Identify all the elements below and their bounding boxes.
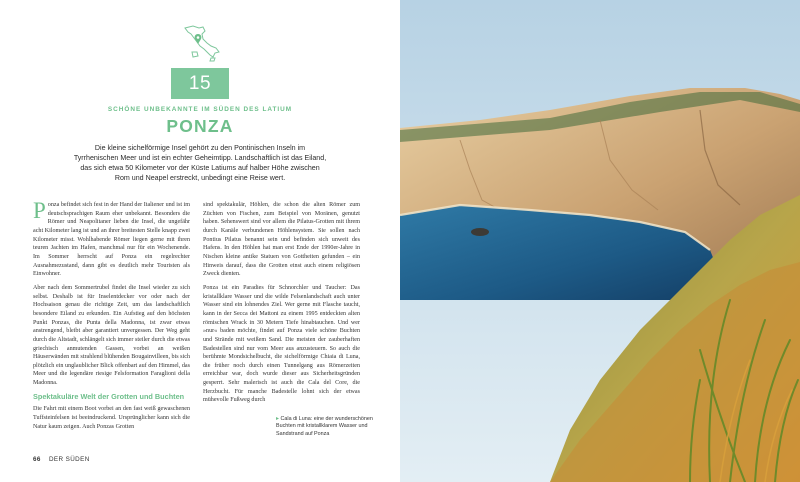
rock	[471, 228, 489, 236]
paragraph-text: onza befindet sich fest in der Hand der Italiener und ist im deutschsprachigen Raum eher unbekannt. Besonders die Römer und Neapolitaner lieben die Insel, die ungefähr acht Kilometer lang ist und an ihrer breitesten Stelle knapp zwei Kilometer misst. Wohlhabende Römer liegen gerne mit ihren teuren Jachten im Hafen, manchmal nur für ein Wochenende. Im Sommer herrscht auf Ponza ein regelrechter Ausnahmezustand, dann gibt es deutlich mehr Touristen als Einwohner.	[33, 202, 190, 278]
caption-text: Cala di Luna: eine der wunderschönen Buchten mit kristallklarem Wasser und Sandstrand auf Ponza	[276, 416, 373, 437]
paragraph: Ponza ist ein Paradies für Schnorchler und Taucher: Das kristallklare Wasser und die wilde Felsenlandschaft auch unter Wasser sind ein lohnendes Ziel. Wer gerne mit Flasche taucht, kann in der Secca dei Mattoni zu einem 1995 entdeckten alten römischen Wrack in 30 Metern Tiefe hinabtauchen. Und wer »nur« baden möchte, findet auf Ponza viele schöne Buchten und Strände mit weißem Sand. Die meisten der zauberhaften Badestellen sind nur vom Meer aus anzusteuern. So auch die berühmte Mondsichelbucht, die sichelförmige Chiaia di Luna, die früher noch durch einen Tunnelgang aus Römerzeiten erreichbar war, doch wurde dieser aus Sicherheitsgründen gesperrt. Sehr malerisch ist auch die Cala del Core, die Herzbucht. Für manche Badestelle lohnt sich der etwas mühevolle Fußweg durch	[203, 284, 360, 404]
page-footer	[33, 456, 90, 463]
text-column-1	[33, 198, 190, 436]
page-number: 66	[33, 456, 41, 463]
page-title: PONZA	[166, 116, 234, 136]
chapter-kicker: SCHÖNE UNBEKANNTE IM SÜDEN DES LATIUM	[107, 106, 293, 113]
paragraph: sind spektakulär, Höhlen, die schon die alten Römer zum Züchten von Fischen, zum Beispiel von Moränen, genutzt haben. Sehenswert sind vor allem die Pilatus-Grotten mit ihrem durch Kanäle verbundenen Höhlensystem. Sie sollen nach Pontius Pilatus benannt sein und befinden sich unweit des Hafens. In den Höhlen hat man erst Ende der 1990er-Jahre in Nischen kleine antike Statuen von Gottheiten gefunden – ein Hinweis darauf, dass die Grotten einst auch einem religiösen Zweck dienten.	[203, 202, 360, 278]
subheading: Spektakuläre Welt der Grotten und Buchten	[33, 391, 185, 401]
italy-map-icon	[175, 22, 225, 66]
paragraph: Aber nach dem Sommertrubel findet die Insel wieder zu sich selbst. Deshalb ist für Inselentdecker vor oder nach der Hochsaison genau die richtige Zeit, um das landschaftlich besondere Eiland zu erkunden. Ein Aufstieg auf den höchsten Punkt Ponzas, die Punta della Madonna, ist zwar etwas anstrengend, bleibt aber garantiert unvergessen. Der Weg geht durch die Altstadt, schlängelt sich immer steiler durch die etwas griechisch anmutenden Gassen, vorbei an weißen Häuserwänden mit strahlend blühenden Bougainvilleen, bis sich plötzlich ein unglaublicher Blick offenbart auf den Himmel, das Meer und die legendäre riesige Felsformation Faraglioni della Madonna.	[33, 284, 190, 387]
caption-arrow-icon: ▸	[276, 416, 280, 422]
paragraph: Die Fahrt mit einem Boot vorbei an den fast weiß gewaschenen Tuffsteinfelsen ist beeindruckend. Ursprünglicher kann sich die Natur kaum zeigen. Auch Ponzas Grotten	[33, 406, 190, 430]
chapter-number: 15	[171, 68, 229, 99]
drop-cap: P	[33, 198, 46, 223]
text-column-2	[203, 201, 360, 410]
lead-paragraph: Die kleine sichelförmige Insel gehört zu den Pontinischen Inseln im Tyrrhenischen Meer und ist ein echter Geheimtipp. Landschaftlich ist das Eiland, das sich etwa 50 Kilometer vor der Küste Latiums auf halber Höhe zwischen Rom und Neapel erstreckt, unbedingt eine Reise wert.	[73, 144, 327, 183]
section-name: DER SÜDEN	[48, 456, 90, 463]
photo-caption	[276, 416, 392, 438]
coastline-photo	[400, 0, 800, 482]
paragraph	[33, 198, 190, 279]
